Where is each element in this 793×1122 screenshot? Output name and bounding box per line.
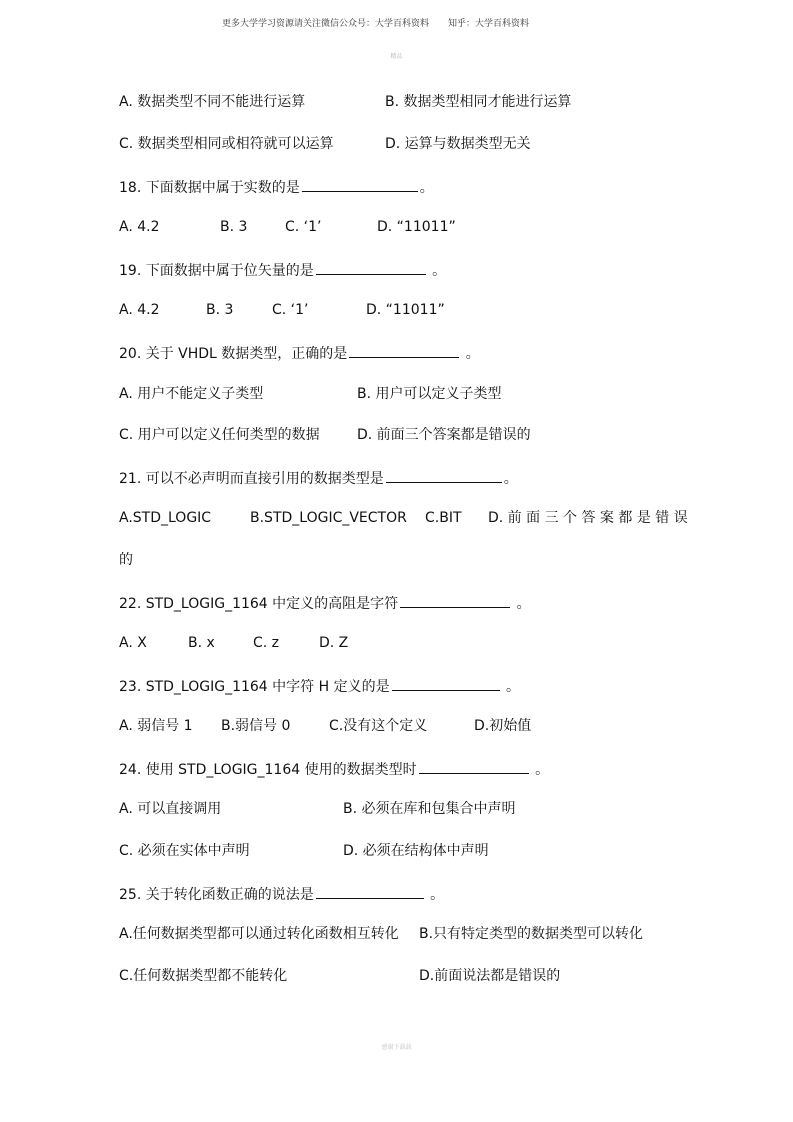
option-b: B. 3 [220,219,248,235]
option-d: D. 必须在结构体中声明 [343,843,489,859]
option-b: B.弱信号 0 [221,718,291,734]
option-d: D.前面说法都是错误的 [419,968,561,984]
option-c: C.没有这个定义 [329,718,428,734]
question-22 [119,593,531,613]
option-a: A. 弱信号 1 [119,718,193,734]
option-d-continued: 的 [119,552,133,568]
question-end: 。 [535,762,550,778]
question-stem: 19. 下面数据中属于位矢量的是 [119,263,314,279]
option-d: D.初始值 [474,718,532,734]
question-end: 。 [419,180,434,196]
question-18 [119,177,434,197]
question-stem: 22. STD_LOGIG_1164 中定义的高阻是字符 [119,596,399,612]
question-stem: 25. 关于转化函数正确的说法是 [119,887,314,903]
answer-blank [386,468,502,483]
option-d: D. “11011” [366,302,445,318]
option-c: C. 数据类型相同或相符就可以运算 [119,136,334,152]
option-a: A.任何数据类型都可以通过转化函数相互转化 [119,926,399,942]
option-c: C. 必须在实体中声明 [119,843,250,859]
question-19 [119,260,446,280]
option-a: A. 用户不能定义子类型 [119,386,264,402]
option-a: A. 数据类型不同不能进行运算 [119,94,306,110]
question-end: 。 [432,263,447,279]
option-a: A.STD_LOGIC [119,510,212,526]
question-end: 。 [506,679,521,695]
option-b: B.只有特定类型的数据类型可以转化 [419,926,644,942]
option-d: D. “11011” [377,219,456,235]
question-stem: 23. STD_LOGIG_1164 中字符 H 定义的是 [119,679,390,695]
option-d: D. 运算与数据类型无关 [385,136,531,152]
question-20 [119,343,480,363]
answer-blank [392,676,500,691]
answer-blank [302,177,418,192]
question-21 [119,468,518,488]
option-c: C. ‘1’ [285,219,322,235]
option-a: A. 可以直接调用 [119,801,222,817]
question-stem: 18. 下面数据中属于实数的是 [119,180,300,196]
question-end: 。 [430,887,445,903]
option-d: D. 前面三个答案都是错误的 [357,427,531,443]
option-c: C. ‘1’ [272,302,309,318]
question-25 [119,884,444,904]
option-a: A. 4.2 [119,302,160,318]
answer-blank [349,343,459,358]
question-stem: 24. 使用 STD_LOGIG_1164 使用的数据类型时 [119,762,417,778]
question-end: 。 [503,471,518,487]
option-b: B. 必须在库和包集合中声明 [343,801,516,817]
option-a: A. 4.2 [119,219,160,235]
question-stem: 21. 可以不必声明而直接引用的数据类型是 [119,471,384,487]
option-b: B. 用户可以定义子类型 [357,386,502,402]
option-b: B. 数据类型相同才能进行运算 [385,94,572,110]
header-left-text: 更多大学学习资源请关注微信公众号：大学百科资料 [222,19,430,29]
answer-blank [316,884,424,899]
question-24 [119,759,549,779]
option-b: B. x [188,635,215,651]
question-23 [119,676,520,696]
option-c: C. 用户可以定义任何类型的数据 [119,427,320,443]
answer-blank [419,759,529,774]
question-stem: 20. 关于 VHDL 数据类型，正确的是 [119,346,348,362]
header-right-text: 知乎：大学百科资料 [448,19,530,29]
option-c: C.任何数据类型都不能转化 [119,968,288,984]
question-end: 。 [516,596,531,612]
option-d: D. 前 面 三 个 答 案 都 是 错 误 [488,510,688,526]
option-b: B. 3 [206,302,234,318]
option-b: B.STD_LOGIC_VECTOR [250,510,407,526]
option-c: C.BIT [425,510,462,526]
subheader-text: 精品 [390,53,403,60]
option-a: A. X [119,635,147,651]
page-footer: 感谢下载载 [381,1044,412,1051]
option-d: D. Z [319,635,349,651]
option-c: C. z [253,635,280,651]
answer-blank [400,593,510,608]
question-end: 。 [465,346,480,362]
answer-blank [316,260,426,275]
q21-option-d-continuation [119,551,133,569]
